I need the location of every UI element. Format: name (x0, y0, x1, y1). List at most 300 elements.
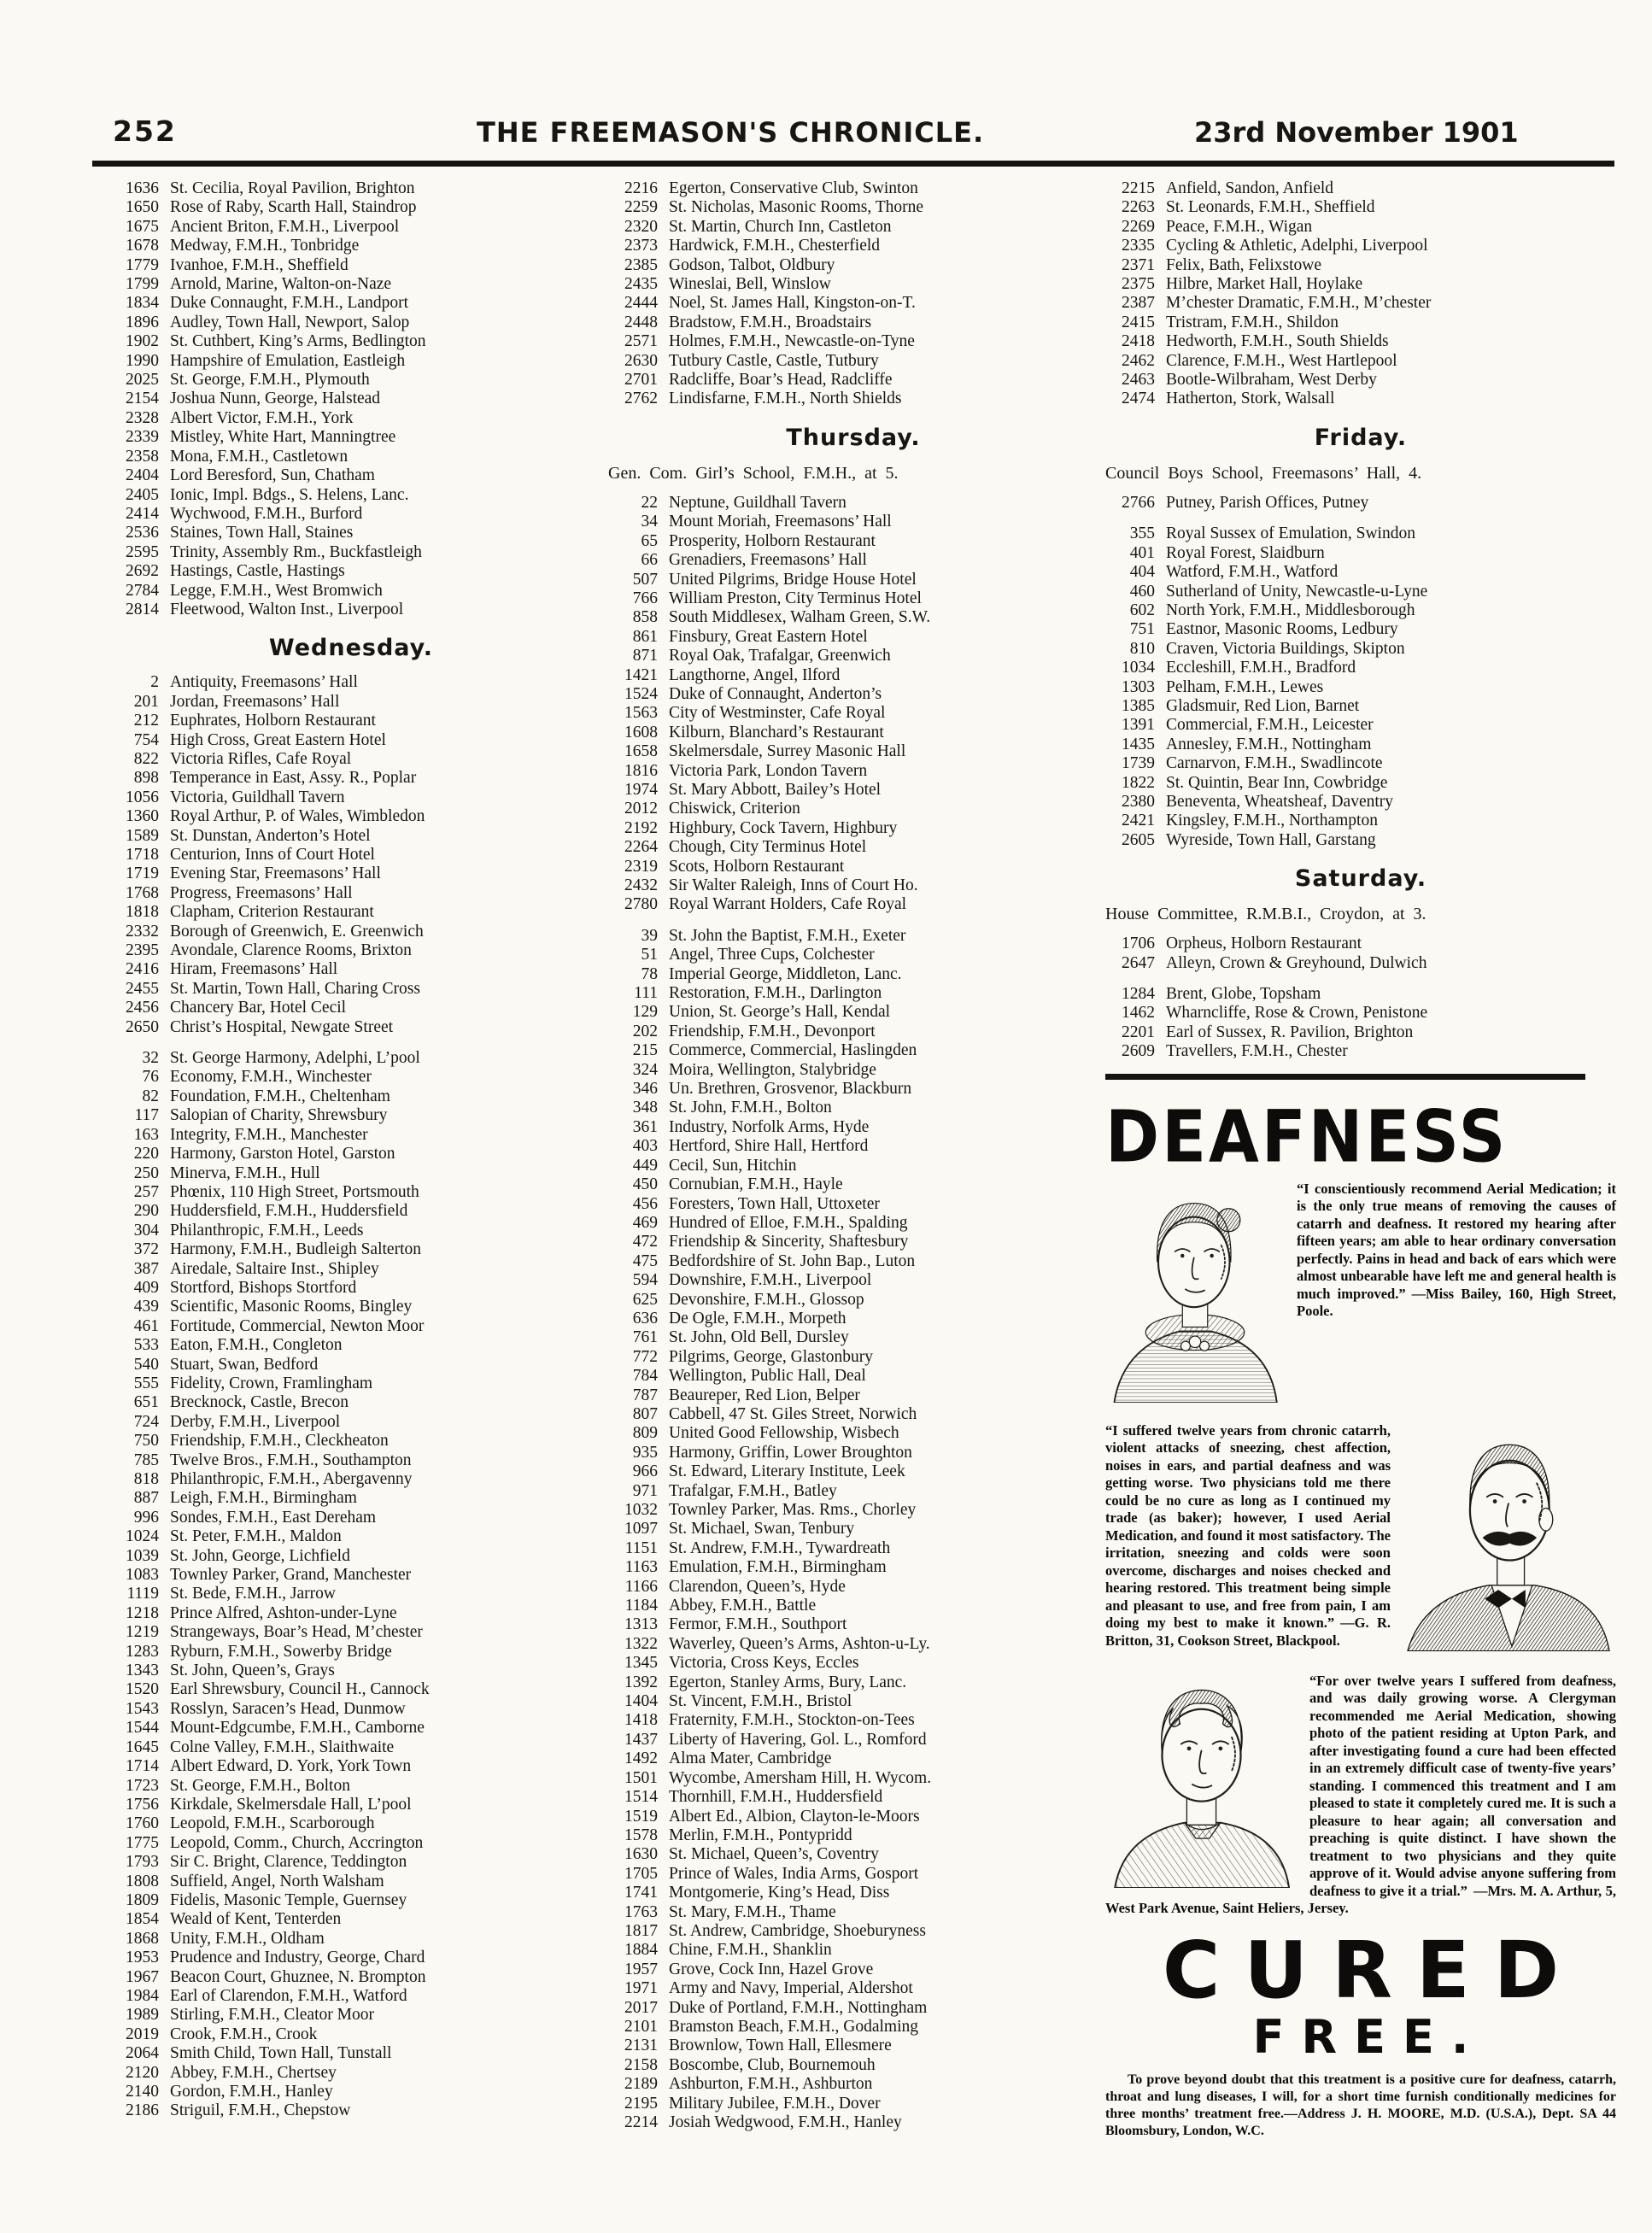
lodge-entry (109, 673, 593, 692)
lodge-number: 1884 (624, 1941, 658, 1960)
lodge-name-location: Colne Valley, F.M.H., Slaithwaite (170, 1738, 395, 1756)
lodge-name-location: Twelve Bros., F.M.H., Southampton (170, 1451, 412, 1469)
lodge-number: 1524 (624, 684, 658, 703)
lodge-number: 2140 (126, 2083, 159, 2101)
lodge-name-location: Abbey, F.M.H., Chertsey (170, 2063, 337, 2082)
lodge-number: 250 (133, 1163, 159, 1182)
lodge-entry (608, 1328, 1098, 1347)
lodge-entry (608, 1711, 1098, 1730)
lodge-number: 32 (142, 1049, 159, 1068)
lodge-number: 1391 (1122, 716, 1155, 735)
lodge-entry (109, 1183, 593, 1202)
cured-headline: CURED (1162, 1924, 1584, 2016)
lodge-number: 1404 (624, 1692, 658, 1711)
lodge-entry (109, 1738, 593, 1757)
lodge-number: 2335 (1122, 237, 1155, 255)
lodge-entry (109, 2025, 593, 2044)
lodge-number: 461 (133, 1316, 159, 1335)
lodge-entry (608, 742, 1098, 761)
lodge-entry (109, 428, 593, 447)
lodge-entry (608, 647, 1098, 665)
lodge-number: 2609 (1122, 1042, 1155, 1061)
lodge-entry (608, 198, 1098, 217)
lodge-number: 1544 (126, 1719, 159, 1738)
lodge-name-location: Jordan, Freemasons’ Hall (170, 692, 340, 711)
lodge-name-location: Peace, F.M.H., Wigan (1166, 217, 1313, 236)
lodge-number: 2319 (624, 857, 658, 876)
lodge-name-location: Albert Edward, D. York, York Town (170, 1757, 412, 1776)
lodge-entry (608, 704, 1098, 723)
lodge-number: 456 (632, 1194, 658, 1213)
lodge-number: 1675 (126, 217, 159, 236)
lodge-name-location: Integrity, F.M.H., Manchester (170, 1125, 368, 1144)
lodge-name-location: Hardwick, F.M.H., Chesterfield (669, 237, 881, 255)
lodge-entry (1105, 812, 1616, 830)
lodge-entry (109, 1814, 593, 1833)
lodge-entry (608, 858, 1098, 876)
lodge-number: 346 (632, 1080, 658, 1099)
lodge-entry (1105, 659, 1616, 677)
lodge-entry (109, 1509, 593, 1527)
lodge-name-location: Friendship, F.M.H., Devonport (669, 1022, 876, 1040)
lodge-number: 2814 (126, 600, 159, 618)
lodge-entry (608, 1462, 1098, 1481)
lodge-entry (109, 1796, 593, 1814)
entries-block (109, 673, 593, 1037)
day-header-thursday: Thursday. (786, 424, 921, 451)
lodge-name-location: Strangeways, Boar’s Head, M’chester (170, 1623, 423, 1642)
lodge-number: 2 (150, 673, 159, 692)
lodge-number: 2414 (126, 504, 159, 523)
lodge-entry (1105, 237, 1616, 255)
lodge-name-location: Christ’s Hospital, Newgate Street (170, 1017, 394, 1036)
lodge-name-location: St. Vincent, F.M.H., Bristol (669, 1692, 852, 1711)
lodge-name-location: St. Peter, F.M.H., Maldon (170, 1527, 342, 1546)
lodge-entry (109, 712, 593, 730)
lodge-name-location: Weald of Kent, Tenterden (170, 1910, 342, 1929)
lodge-number: 1184 (624, 1597, 658, 1615)
lodge-name-location: Angel, Three Cups, Colchester (669, 946, 875, 964)
lodge-number: 1809 (126, 1890, 159, 1909)
lodge-name-location: Smith Child, Town Hall, Tunstall (170, 2044, 392, 2063)
lodge-entry (608, 551, 1098, 570)
lodge-entry (608, 1865, 1098, 1884)
lodge-entry (608, 1061, 1098, 1080)
lodge-entry (608, 1922, 1098, 1941)
lodge-entry (608, 927, 1098, 946)
lodge-entry (608, 1941, 1098, 1960)
lodge-name-location: Eaton, F.M.H., Congleton (170, 1336, 343, 1355)
lodge-entry (608, 838, 1098, 857)
lodge-name-location: Audley, Town Hall, Newport, Salop (170, 313, 410, 331)
lodge-name-location: Sondes, F.M.H., East Dereham (170, 1508, 377, 1527)
lodge-number: 201 (133, 692, 159, 711)
lodge-number: 1719 (126, 864, 159, 883)
lodge-number: 784 (632, 1367, 658, 1386)
lodge-entry (1105, 352, 1616, 371)
lodge-name-location: Unity, F.M.H., Oldham (170, 1929, 325, 1948)
lodge-number: 117 (134, 1106, 159, 1125)
lodge-name-location: Anfield, Sandon, Anfield (1166, 179, 1334, 197)
lodge-number: 1822 (1122, 773, 1155, 792)
lodge-name-location: Royal Arthur, P. of Wales, Wimbledon (170, 807, 425, 826)
lodge-entry (608, 1578, 1098, 1597)
lodge-entry (608, 1808, 1098, 1826)
lodge-entry (608, 876, 1098, 895)
lodge-name-location: Highbury, Cock Tavern, Highbury (669, 818, 898, 837)
lodge-number: 1034 (1122, 659, 1155, 677)
lodge-number: 2154 (126, 390, 159, 408)
lodge-entry (1105, 1042, 1616, 1061)
lodge-name-location: Royal Forest, Slaidburn (1166, 543, 1325, 562)
lodge-name-location: St. John, Queen’s, Grays (170, 1662, 335, 1680)
lodge-number: 809 (632, 1424, 658, 1443)
lodge-name-location: Victoria, Guildhall Tavern (170, 788, 345, 806)
lodge-number: 761 (632, 1328, 658, 1347)
lodge-entry (109, 1527, 593, 1546)
lodge-number: 1779 (126, 255, 159, 274)
lodge-number: 257 (133, 1182, 159, 1201)
lodge-entry (109, 2044, 593, 2063)
ad-smallprint: To prove beyond doubt that this treatment is a positive cure for deafness, catarrh, throat and lung diseases, I will, for a short time furnish conditionally medicines for three months’ treatment free.—Address J. H. MOORE, M.D. (U.S.A.), Dept. SA 44 Bloomsbury, London, W.C. (1105, 2072, 1616, 2138)
lodge-entry (608, 1348, 1098, 1367)
lodge-name-location: Clapham, Criterion Restaurant (170, 903, 374, 922)
lodge-number: 1097 (624, 1520, 658, 1538)
lodge-number: 1563 (624, 704, 658, 723)
lodge-number: 822 (133, 749, 159, 768)
lodge-name-location: Wellington, Public Hall, Deal (669, 1367, 866, 1386)
lodge-entry (1105, 1023, 1616, 1042)
lodge-entry (109, 237, 593, 255)
lodge-name-location: Royal Oak, Trafalgar, Greenwich (669, 647, 891, 665)
lodge-name-location: Bramston Beach, F.M.H., Godalming (669, 2017, 918, 2036)
lodge-entry (608, 781, 1098, 800)
lodge-entry (608, 1558, 1098, 1577)
lodge-name-location: Watford, F.M.H., Watford (1166, 563, 1339, 582)
lodge-number: 2373 (624, 237, 658, 255)
lodge-entry (1105, 198, 1616, 217)
lodge-entry (109, 524, 593, 542)
lodge-number: 202 (632, 1022, 658, 1040)
lodge-name-location: St. Andrew, Cambridge, Shoeburyness (669, 1921, 926, 1940)
lodge-entry (608, 1444, 1098, 1462)
lodge-number: 2375 (1122, 275, 1155, 294)
lodge-number: 1854 (126, 1910, 159, 1929)
lodge-number: 1501 (624, 1768, 658, 1787)
lodge-number: 2339 (126, 428, 159, 447)
lodge-number: 2371 (1122, 255, 1155, 274)
lodge-number: 1706 (1122, 935, 1155, 953)
lodge-number: 1705 (624, 1864, 658, 1883)
portrait-man-engraving (1401, 1424, 1616, 1656)
lodge-name-location: North York, F.M.H., Middlesborough (1166, 601, 1415, 619)
lodge-entry (109, 1968, 593, 1987)
lodge-entry (608, 513, 1098, 531)
lodge-name-location: Cecil, Sun, Hitchin (669, 1156, 797, 1175)
lodge-entry (109, 371, 593, 390)
lodge-number: 1519 (624, 1807, 658, 1826)
lodge-entry (109, 2083, 593, 2101)
lodge-entry (109, 1106, 593, 1125)
lodge-number: 1714 (126, 1757, 159, 1776)
lodge-entry (109, 1680, 593, 1699)
lodge-number: 2263 (1122, 198, 1155, 217)
lodge-number: 2571 (624, 332, 658, 351)
lodge-name-location: St. Cecilia, Royal Pavilion, Brighton (170, 179, 415, 197)
lodge-name-location: Trinity, Assembly Rm., Buckfastleigh (170, 542, 422, 561)
lodge-entry (608, 965, 1098, 984)
lodge-entry (608, 1788, 1098, 1807)
lodge-number: 1808 (126, 1872, 159, 1890)
lodge-entry (1105, 314, 1616, 332)
lodge-number: 1760 (126, 1814, 159, 1833)
lodge-name-location: Beaureper, Red Lion, Belper (669, 1386, 860, 1404)
lodge-number: 2462 (1122, 351, 1155, 370)
lodge-entry (608, 1233, 1098, 1251)
lodge-number: 2017 (624, 1998, 658, 2017)
lodge-name-location: Victoria Rifles, Cafe Royal (170, 749, 352, 768)
lodge-name-location: Commerce, Commercial, Haslingden (669, 1041, 917, 1060)
lodge-entry (109, 1987, 593, 2006)
lodge-entry (608, 1041, 1098, 1060)
lodge-name-location: St. Mary Abbott, Bailey’s Hotel (669, 780, 882, 799)
portrait-woman-engraving (1105, 1182, 1285, 1407)
lodge-number: 2650 (126, 1017, 159, 1036)
lodge-name-location: Clarendon, Queen’s, Hyde (669, 1577, 846, 1596)
lodge-entry (608, 608, 1098, 627)
lodge-entry (1105, 754, 1616, 773)
lodge-name-location: Ancient Briton, F.M.H., Liverpool (170, 217, 400, 236)
lodge-number: 469 (632, 1213, 658, 1232)
lodge-entry (109, 2101, 593, 2120)
lodge-number: 1793 (126, 1853, 159, 1872)
lodge-number: 1392 (624, 1673, 658, 1691)
lodge-name-location: Townley Parker, Grand, Manchester (170, 1566, 412, 1585)
lodge-entry (1105, 390, 1616, 408)
lodge-name-location: Ashburton, F.M.H., Ashburton (669, 2075, 873, 2094)
lodge-number: 2189 (624, 2075, 658, 2094)
lodge-number: 2784 (126, 581, 159, 600)
lodge-name-location: Earl Shrewsbury, Council H., Cannock (170, 1680, 430, 1699)
lodge-number: 1645 (126, 1738, 159, 1756)
lodge-name-location: Medway, F.M.H., Tonbridge (170, 237, 360, 255)
lodge-number: 1741 (624, 1884, 658, 1902)
lodge-entry (109, 731, 593, 750)
lodge-entry (608, 1310, 1098, 1328)
lodge-number: 2214 (624, 2113, 658, 2131)
lodge-entry (608, 1615, 1098, 1634)
publication-title: THE FREEMASON'S CHRONICLE. (477, 116, 985, 149)
lodge-entry (608, 1769, 1098, 1788)
lodge-number: 163 (133, 1125, 159, 1144)
lodge-name-location: Rose of Raby, Scarth Hall, Staindrop (170, 198, 417, 217)
lodge-number: 2405 (126, 485, 159, 504)
lodge-entry (608, 984, 1098, 1003)
lodge-name-location: Moira, Wellington, Stalybridge (669, 1060, 876, 1079)
lodge-number: 2418 (1122, 332, 1155, 351)
lodge-number: 787 (632, 1386, 658, 1404)
lodge-name-location: Egerton, Conservative Club, Swinton (669, 179, 918, 197)
lodge-entry (109, 1930, 593, 1949)
lodge-name-location: De Ogle, F.M.H., Morpeth (669, 1309, 847, 1327)
lodge-entry (608, 1749, 1098, 1768)
lodge-number: 2186 (126, 2101, 159, 2120)
lodge-number: 540 (133, 1355, 159, 1374)
lodge-name-location: St. Cuthbert, King’s Arms, Bedlington (170, 332, 426, 351)
lodge-number: 472 (632, 1233, 658, 1251)
lodge-entry (608, 237, 1098, 255)
lodge-name-location: Imperial George, Middleton, Lanc. (669, 964, 902, 983)
lodge-number: 111 (634, 984, 658, 1003)
lodge-entry (1105, 179, 1616, 198)
lodge-entry (109, 980, 593, 999)
lodge-entry (109, 466, 593, 485)
lodge-name-location: Derby, F.M.H., Liverpool (170, 1412, 341, 1431)
lodge-name-location: M’chester Dramatic, F.M.H., M’chester (1166, 294, 1432, 313)
entries-block (109, 1049, 593, 2121)
lodge-number: 754 (133, 730, 159, 749)
lodge-name-location: Liberty of Havering, Gol. L., Romford (669, 1730, 927, 1749)
lodge-number: 2595 (126, 542, 159, 561)
lodge-name-location: Wineslai, Bell, Winslow (669, 275, 831, 294)
lodge-entry (1105, 935, 1616, 953)
lodge-number: 533 (133, 1336, 159, 1355)
lodge-name-location: Duke Connaught, F.M.H., Landport (170, 294, 408, 313)
lodge-entry (608, 371, 1098, 390)
lodge-entry (608, 1157, 1098, 1175)
lodge-name-location: Royal Warrant Holders, Cafe Royal (669, 895, 907, 914)
lodge-number: 1756 (126, 1795, 159, 1814)
entries-block (608, 927, 1098, 2133)
lodge-name-location: Grenadiers, Freemasons’ Hall (669, 551, 867, 570)
lodge-name-location: Antiquity, Freemasons’ Hall (170, 673, 358, 692)
lodge-name-location: Hampshire of Emulation, Eastleigh (170, 351, 406, 370)
lodge-number: 449 (632, 1156, 658, 1175)
lodge-number: 1039 (126, 1546, 159, 1565)
lodge-number: 65 (641, 531, 658, 550)
lodge-entry (608, 1845, 1098, 1864)
lodge-number: 401 (1129, 543, 1155, 562)
lodge-name-location: Alleyn, Crown & Greyhound, Dulwich (1166, 953, 1427, 972)
lodge-entry (109, 1393, 593, 1412)
lodge-number: 324 (632, 1060, 658, 1079)
lodge-name-location: Foundation, F.M.H., Cheltenham (170, 1087, 390, 1105)
lodge-entry (608, 1367, 1098, 1386)
lodge-name-location: Tutbury Castle, Castle, Tutbury (669, 351, 879, 370)
lodge-entry (109, 827, 593, 846)
lodge-entry (1105, 218, 1616, 237)
lodge-name-location: Craven, Victoria Buildings, Skipton (1166, 639, 1405, 658)
lodge-number: 2474 (1122, 390, 1155, 408)
lodge-name-location: Tristram, F.M.H., Shildon (1166, 313, 1339, 331)
lodge-entry (1105, 494, 1616, 513)
lodge-number: 2456 (126, 999, 159, 1017)
lodge-entry (109, 750, 593, 769)
lodge-number: 2421 (1122, 812, 1155, 830)
lodge-name-location: Avondale, Clarence Rooms, Brixton (170, 941, 412, 960)
lodge-number: 2435 (624, 275, 658, 294)
lodge-entry (109, 1356, 593, 1374)
lodge-name-location: Arnold, Marine, Walton-on-Naze (170, 275, 392, 294)
lodge-entry (109, 1068, 593, 1087)
lodge-entry (109, 864, 593, 883)
lodge-entry (109, 294, 593, 313)
lodge-number: 2216 (624, 179, 658, 197)
lodge-number: 387 (133, 1259, 159, 1278)
lodge-entry (109, 1164, 593, 1183)
lodge-number: 439 (133, 1298, 159, 1316)
lodge-name-location: Emulation, F.M.H., Birmingham (669, 1558, 887, 1577)
lodge-number: 1435 (1122, 735, 1155, 753)
lodge-number: 2463 (1122, 371, 1155, 390)
lodge-entry (109, 256, 593, 275)
lodge-entry (1105, 601, 1616, 620)
lodge-name-location: St. George, F.M.H., Bolton (170, 1776, 350, 1795)
lodge-entry (608, 666, 1098, 685)
lodge-name-location: Prince of Wales, India Arms, Gosport (669, 1864, 919, 1883)
lodge-entry (608, 1003, 1098, 1022)
lodge-entry (109, 582, 593, 601)
lodge-number: 2101 (624, 2017, 658, 2036)
lodge-name-location: Ryburn, F.M.H., Sowerby Bridge (170, 1642, 392, 1661)
lodge-entry (109, 1336, 593, 1355)
lodge-name-location: Prudence and Industry, George, Chard (170, 1949, 425, 1967)
lodge-entry (1105, 294, 1616, 313)
lodge-entry (109, 486, 593, 505)
lodge-number: 1345 (624, 1654, 658, 1673)
lodge-name-location: Wycombe, Amersham Hill, H. Wycom. (669, 1768, 932, 1787)
lodge-entry (608, 1118, 1098, 1137)
lodge-entry (608, 895, 1098, 914)
ad-title: DEAFNESS (1105, 1094, 1508, 1178)
lodge-number: 1083 (126, 1566, 159, 1585)
lodge-entry (1105, 256, 1616, 275)
lodge-number: 1775 (126, 1833, 159, 1852)
lodge-entry (608, 1597, 1098, 1615)
lodge-entry (608, 800, 1098, 818)
entries-block (1105, 494, 1616, 513)
entries-block (1105, 985, 1616, 1062)
lodge-entry (1105, 736, 1616, 754)
lodge-name-location: Travellers, F.M.H., Chester (1166, 1042, 1348, 1061)
testimonial-text: “For over twelve years I suffered from deafness, and was daily growing worse. A Clergyman recommended me Aerial Medication, showing photo of the patient residing at Upton Park, and after investigating found a cure had been effected in an extremely difficult case of twenty-five years’ standing. I commenced this treatment and I am pleased to state it completely cured me. It is such a pleasure to hear again; all conversation and preaching is quite distinct. I have shown the treatment to two physicians and they quite approve of it. Would advise anyone suffering from deafness to give it a trial.” (1309, 1672, 1616, 1899)
lodge-name-location: Lord Beresford, Sun, Chatham (170, 466, 375, 485)
lodge-number: 2762 (624, 390, 658, 408)
lodge-name-location: Chough, City Terminus Hotel (669, 838, 867, 857)
lodge-name-location: Borough of Greenwich, E. Greenwich (170, 922, 424, 941)
lodge-entry (109, 769, 593, 788)
lodge-name-location: Duke of Connaught, Anderton’s (669, 684, 882, 703)
lodge-name-location: Neptune, Guildhall Tavern (669, 493, 847, 512)
lodge-name-location: Union, St. George’s Hall, Kendal (669, 1003, 891, 1022)
lodge-entry (109, 960, 593, 979)
lodge-number: 1834 (126, 294, 159, 313)
lodge-entry (109, 884, 593, 903)
lodge-number: 818 (133, 1470, 159, 1488)
lodge-name-location: Mount-Edgcumbe, F.M.H., Camborne (170, 1719, 425, 1738)
lodge-number: 1151 (624, 1538, 658, 1557)
lodge-entry (608, 762, 1098, 781)
entries-block (608, 179, 1098, 409)
lodge-number: 1971 (624, 1979, 658, 1998)
lodge-name-location: Sir Walter Raleigh, Inns of Court Ho. (669, 876, 918, 894)
lodge-entry (608, 2018, 1098, 2037)
lodge-number: 212 (133, 712, 159, 730)
lodge-number: 2264 (624, 838, 658, 857)
lodge-name-location: Brent, Globe, Topsham (1166, 985, 1321, 1003)
lodge-number: 2332 (126, 922, 159, 941)
lodge-number: 1163 (624, 1558, 658, 1577)
